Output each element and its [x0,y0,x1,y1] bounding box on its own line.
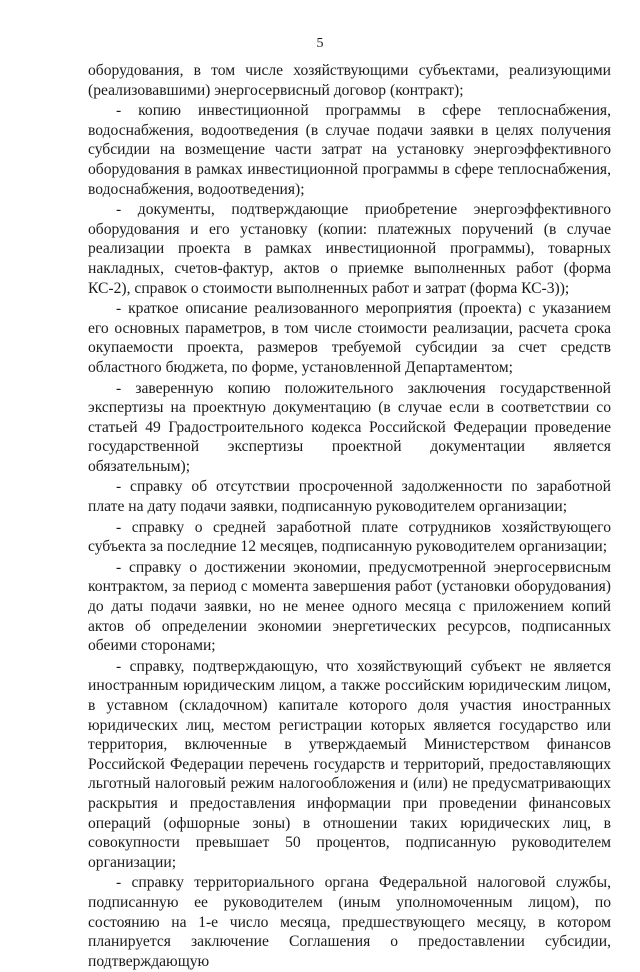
page-number: 5 [316,36,324,51]
paragraph-continuation: оборудования, в том числе хозяйствующими субъектами, реализующими (реализовавшими) энергосервисный договор (контракт); [88,62,611,99]
list-item-project-description: - краткое описание реализованного мероприятия (проекта) с указанием его основных параметров, в том числе стоимости реализации, расчета срока окупаемости проекта, размеров требуемой субсидии за счет средств областного бюджета, по форме, установленной Департаментом; [88,300,611,376]
list-item-not-foreign-entity: - справку, подтверждающую, что хозяйствующий субъект не является иностранным юридическим лицом, а также российским юридическим лицом, в уставном (складочном) капитале которого доля участия иностранных юридических лиц, местом регистрации которых является государство или территория, включенные в утверждаемый Министерством финансов Российской Федерации перечень государств и территорий, предоставляющих льготный налоговый режим налогообложения и (или) не предусматривающих раскрытия и предоставления информации при проведении финансовых операций (офшорные зоны) в отношении таких юридических лиц, в совокупности превышает 50 процентов, подписанную руководителем организации; [88,657,611,871]
document-body [88,61,611,972]
list-item-savings-certificate: - справку о достижении экономии, предусмотренной энергосервисным контрактом, за период с момента завершения работ (установки оборудования) до даты подачи заявки, но не менее одного месяца с приложением копий актов об определении экономии энергетических ресурсов, подписанных обеими сторонами; [88,558,611,655]
list-item-average-salary: - справку о средней заработной плате сотрудников хозяйствующего субъекта за последние 12 месяцев, подписанную руководителем организации; [88,518,611,556]
list-item-tax-service-certificate: - справку территориального органа Федеральной налоговой службы, подписанную ее руководителем (иным уполномоченным лицом), по состоянию на 1-е число месяца, предшествующего месяцу, в котором планируется заключение Соглашения о предоставлении субсидии, подтверждающую [88,874,611,970]
list-item-expertise-conclusion: - заверенную копию положительного заключения государственной экспертизы на проектную документацию (в случае если в соответствии со статьей 49 Градостроительного кодекса Российской Федерации проведение государственной экспертизы проектной документации является обязательным); [88,379,611,475]
list-item-purchase-documents: - документы, подтверждающие приобретение энергоэффективного оборудования и его установку (копии: платежных поручений (в случае реализации проекта в рамках инвестиционной программы), товарных накладных, счетов-фактур, актов о приемке выполненных работ (форма КС-2), справок о стоимости выполненных работ и затрат (форма КС-3)); [88,201,611,297]
list-item-no-wage-arrears: - справку об отсутствии просроченной задолженности по заработной плате на дату подачи заявки, подписанную руководителем организации; [88,478,611,516]
list-item-investment-program: - копию инвестиционной программы в сфере теплоснабжения, водоснабжения, водоотведения (в случае подачи заявки в целях получения субсидии на возмещение части затрат на установку энергоэффективного оборудования в рамках инвестиционной программы в сфере теплоснабжения, водоснабжения, водоотведения); [88,102,611,198]
